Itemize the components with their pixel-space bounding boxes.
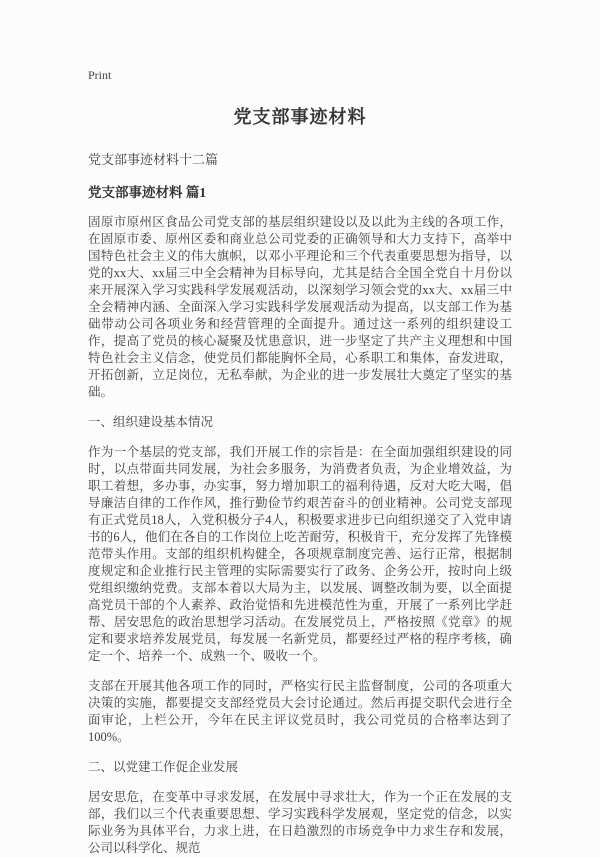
section-heading-2: 二、以党建工作促企业发展 [88,760,239,774]
document-subtitle: 党支部事迹材料十二篇 [88,152,219,167]
section-2-paragraph: 居安思危，在变革中寻求发展，在发展中寻求壮大，作为一个正在发展的支部，我们以三个代表重要思想、学习实践科学发展观，坚定党的信念，以实际业务为具体平台，力求上进，在日趋激烈的市场竞争中力求生存和发展，公司以科学化、规范 [88,790,512,855]
section-1-paragraph: 作为一个基层的党支部，我们开展工作的宗旨是：在全面加强组织建设的同时，以点带面共同发展，为社会多服务，为消费者负责，为企业增效益，为职工着想，多办事，办实事，努力增加职工的福利待遇，反对大吃大喝，倡导廉洁自律的工作作风，推行勤俭节约艰苦奋斗的创业精神。公司党支部现有正式党员18人，入党积极分子4人，积极要求进步已向组织递交了入党申请书的6人，他们在各自的工作岗位上吃苦耐劳，积极肯干，充分发挥了先锋模范带头作用。支部的组织机构健全，各项规章制度完善、运行正常，根据制度规定和企业推行民主管理的实际需要实行了政务、企务公开，按时向上级党组织缴纳党费。支部本着以大局为主，以发展、调整改制为要，以全面提高党员干部的个人素养、政治觉悟和先进模范性为重，开展了一系列比学赶帮、居安思危的政治思想学习活动。在发展党员上，严格按照《党章》的规定和要求培养发展党员，每发展一名新党员，都要经过严格的程序考核，确定一个、培养一个、成熟一个、吸收一个。 [88,445,512,663]
section-heading-1: 一、组织建设基本情况 [88,415,214,429]
page-title: 党支部事迹材料 [233,107,367,127]
article-heading: 党支部事迹材料 篇1 [88,185,207,200]
section-1-paragraph-2: 支部在开展其他各项工作的同时，严格实行民主监督制度，公司的各项重大决策的实施，都要提交支部经党员大会讨论通过。然后再提交职代会进行全面审论，上栏公开，今年在民主评议党员时，我公司党员的合格率达到了100%。 [88,679,512,744]
print-button[interactable]: Print [88,68,112,82]
intro-paragraph: 固原市原州区食品公司党支部的基层组织建设以及以此为主线的各项工作，在固原市委、原州区委和商业总公司党委的正确领导和大力支持下，高举中国特色社会主义的伟大旗帜，以邓小平理论和三个代表重要思想为指导，以党的xx大、xx届三中全会精神为目标导向，尤其是结合全国全党自十月份以来开展深入学习实践科学发展观活动，以深刻学习领会党的xx大、xx届三中全会精神内涵、全面深入学习实践科学发展观活动为提高，以支部工作为基础带动公司各项业务和经营管理的全面提升。通过这一系列的组织建设工作，提高了党员的核心凝聚及忧患意识，进一步坚定了共产主义理想和中国特色社会主义信念，使党员们都能胸怀全局，心系职工和集体，奋发进取，开拓创新，立足岗位，无私奉献，为企业的进一步发展壮大奠定了坚实的基础。 [88,215,512,399]
